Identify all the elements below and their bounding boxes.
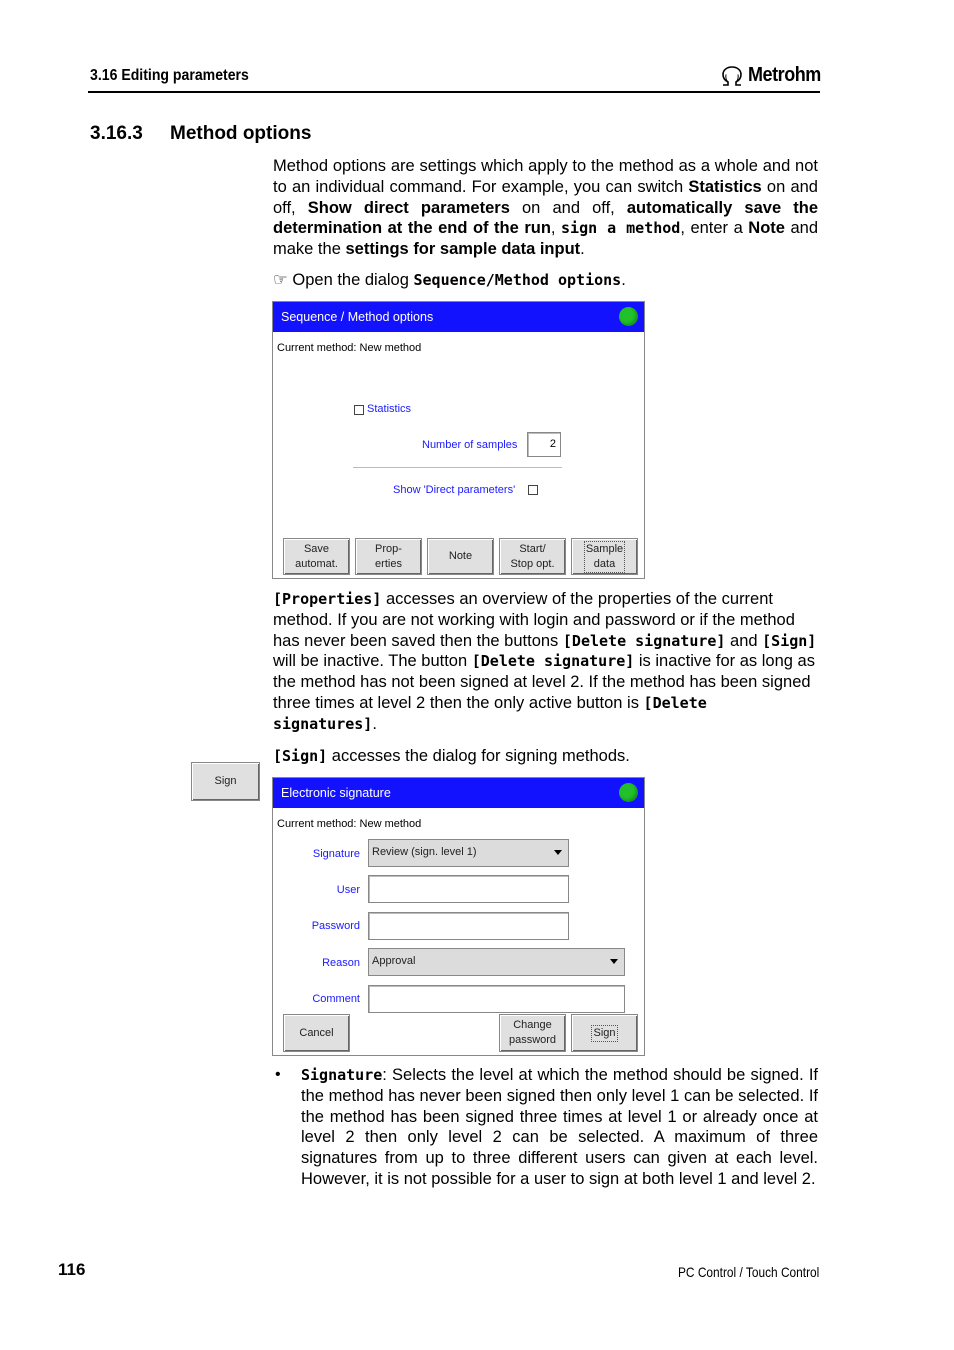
sign-button[interactable] bbox=[571, 1014, 638, 1052]
sign-side-button[interactable]: Sign bbox=[191, 762, 260, 801]
method-options-dialog bbox=[272, 301, 645, 579]
header-rule bbox=[88, 91, 820, 93]
cancel-button[interactable]: Cancel bbox=[283, 1014, 350, 1052]
chevron-down-icon bbox=[554, 850, 562, 855]
dialog-title-bar: Sequence / Method options bbox=[273, 302, 644, 332]
metrohm-logo bbox=[720, 64, 829, 87]
logo-text: Metrohm bbox=[748, 64, 821, 86]
dialog-title-bar: Electronic signature bbox=[273, 778, 644, 808]
electronic-signature-dialog bbox=[272, 777, 645, 1056]
omega-icon bbox=[720, 66, 744, 86]
signature-label: Signature bbox=[312, 848, 360, 860]
sign-paragraph: [Sign] accesses the dialog for signing methods. bbox=[273, 747, 630, 765]
sign-button-label: Sign bbox=[591, 1025, 617, 1042]
direct-params-checkbox[interactable] bbox=[528, 485, 538, 495]
direct-params-label: Show 'Direct parameters' bbox=[393, 484, 516, 496]
statistics-checkbox[interactable] bbox=[354, 405, 364, 415]
samples-label: Number of samples bbox=[422, 439, 518, 451]
properties-button[interactable]: Prop- erties bbox=[355, 538, 422, 575]
reason-select[interactable]: Approval bbox=[368, 948, 625, 976]
running-header: 3.16 Editing parameters bbox=[90, 67, 249, 84]
user-input[interactable] bbox=[368, 875, 569, 903]
change-password-button[interactable]: Change password bbox=[499, 1014, 566, 1052]
samples-input[interactable]: 2 bbox=[527, 432, 561, 457]
start-stop-button[interactable]: Start/ Stop opt. bbox=[499, 538, 566, 575]
instruction: ☞ Open the dialog Sequence/Method options. bbox=[273, 271, 626, 289]
reason-label: Reason bbox=[322, 957, 360, 969]
comment-input[interactable] bbox=[368, 985, 625, 1013]
signature-select[interactable]: Review (sign. level 1) bbox=[368, 839, 569, 867]
chevron-down-icon bbox=[610, 959, 618, 964]
status-led-icon bbox=[619, 783, 638, 802]
sample-data-button[interactable] bbox=[571, 538, 638, 575]
separator bbox=[353, 467, 562, 468]
password-input[interactable] bbox=[368, 912, 569, 940]
section-heading bbox=[90, 123, 311, 145]
save-automat-button[interactable]: Save automat. bbox=[283, 538, 350, 575]
properties-paragraph: [Properties] accesses an overview of the properties of the current method. If you are not working with login and password or if the method has never been saved then the buttons [Delete signature] and [Sign] will be inactive. The button [Delete signature] is inactive for as long as the method has not been signed at level 2. If the method has been signed three times at level 2 then the only active button is [Delete signatures]. bbox=[273, 590, 817, 733]
sample-data-label: Sample data bbox=[584, 541, 625, 573]
section-number: 3.16.3 bbox=[90, 123, 143, 144]
bullet-symbol: • bbox=[275, 1066, 281, 1083]
comment-label: Comment bbox=[312, 993, 360, 1005]
current-method-label: Current method: New method bbox=[277, 342, 422, 354]
product-name: PC Control / Touch Control bbox=[678, 1264, 820, 1280]
status-led-icon bbox=[619, 307, 638, 326]
password-label: Password bbox=[311, 920, 360, 932]
note-button[interactable]: Note bbox=[427, 538, 494, 575]
pointing-hand-icon: ☞ bbox=[273, 271, 288, 289]
current-method-label: Current method: New method bbox=[277, 818, 422, 830]
statistics-label: Statistics bbox=[367, 403, 412, 415]
page-number: 116 bbox=[58, 1260, 86, 1279]
intro-paragraph: Method options are settings which apply to the method as a whole and not to an individual command. For example, you can switch Statistics on and off, Show direct parameters on and off, automatically save the determination at the end of the run, sign a method, enter a Note and make the settings for sample data input. bbox=[273, 157, 819, 259]
section-title: Method options bbox=[170, 123, 312, 144]
signature-bullet-paragraph: Signature: Selects the level at which the method should be signed. If the method has never been signed then only level 1 can be selected. If the method has been signed three times at level 1 or already once at level 2 then only level 2 can be selected. A maximum of three signatures from up to three different users can given at each level. However, it is not possible for a user to sign at both level 1 and level 2. bbox=[301, 1066, 818, 1188]
user-label: User bbox=[336, 884, 360, 896]
